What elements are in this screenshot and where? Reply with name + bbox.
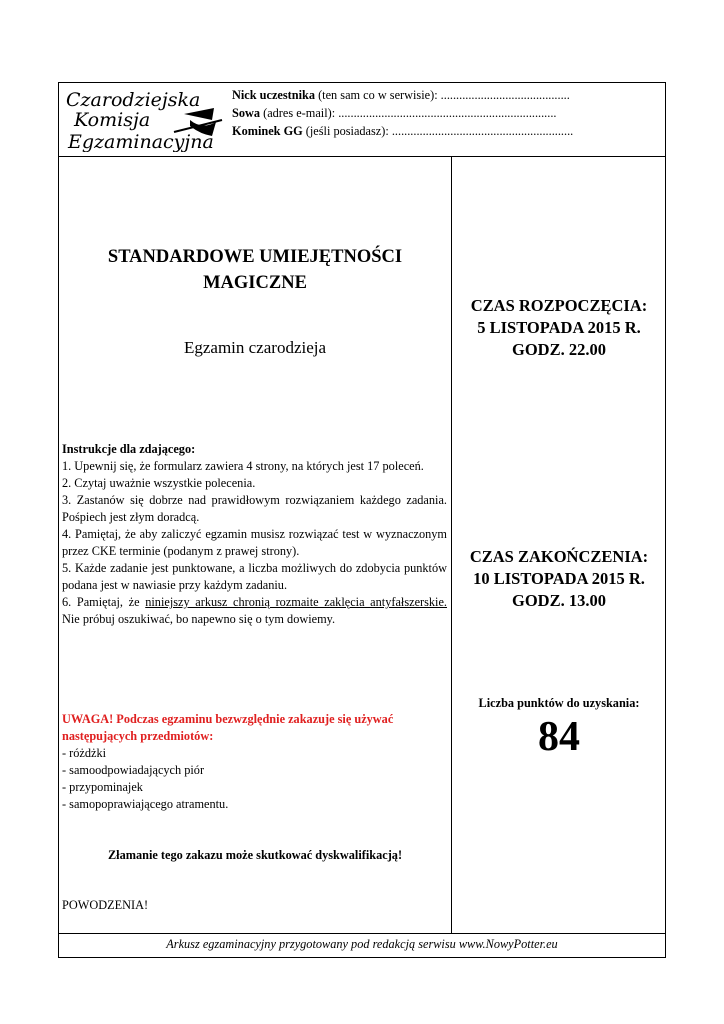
banned-item: - różdżki [62,746,107,760]
exam-title: STANDARDOWE UMIEJĘTNOŚCI MAGICZNE [107,247,403,293]
email-field[interactable]: Sowa (adres e-mail): ....................................................................... [232,106,557,120]
exam-subtitle: Egzamin czarodzieja [183,338,327,357]
instruction-item: 5. Każde zadanie jest punktowane, a liczba możliwych do zdobycia punktów podana jest w nawiasie przy każdym zadaniu. [62,561,447,592]
banned-item: - samoodpowiadających piór [62,763,205,777]
divider [58,933,666,934]
end-time: CZAS ZAKOŃCZENIA: 10 LISTOPADA 2015 R. GODZ. 13.00 [469,547,649,610]
instructions-heading: Instrukcje dla zdającego: [62,442,196,456]
instruction-item: 3. Zastanów się dobrze nad prawidłowym rozwiązaniem każdego zadania. Pośpiech jest złym doradcą. [62,493,447,524]
participant-fields [232,86,652,140]
points-label: Liczba punktów do uzyskania: [478,696,640,710]
gg-field[interactable]: Kominek GG (jeśli posiadasz): ........................................................... [232,124,574,138]
column-divider [451,156,452,933]
divider [58,156,666,157]
warning [62,711,447,813]
instruction-item: 4. Pamiętaj, że aby zaliczyć egzamin musisz rozwiązać test w wyznaczonym przez CKE terminie (podanym z prawej strony). [62,527,447,558]
instruction-item: 6. Pamiętaj, że niniejszy arkusz chronią rozmaite zaklęcia antyfałszerskie. Nie próbuj oszukiwać, bo napewno się o tym dowiemy. [62,595,448,626]
warning-heading: UWAGA! Podczas egzaminu bezwzględnie zakazuje się używać następujących przedmiotów: [62,712,394,743]
ban-notice: Złamanie tego zakazu może skutkować dyskwalifikacją! [107,848,403,862]
instructions [62,441,447,628]
points-value: 84 [538,714,580,760]
logo-line-1: Czarodziejska [66,89,201,111]
nick-field[interactable]: Nick uczestnika (ten sam co w serwisie): .......................................... [232,88,570,102]
logo-line-2: Komisja [74,109,151,131]
logo [64,86,224,152]
footer: Arkusz egzaminacyjny przygotowany pod redakcją serwisu www.NowyPotter.eu [166,937,558,951]
start-time: CZAS ROZPOCZĘCIA: 5 LISTOPADA 2015 R. GODZ. 22.00 [470,296,648,359]
good-luck: POWODZENIA! [62,898,149,912]
logo-line-3: Egzaminacyjna [68,131,214,152]
banned-item: - samopoprawiającego atramentu. [62,797,229,811]
instruction-item: 2. Czytaj uważnie wszystkie polecenia. [62,476,256,490]
instruction-item: 1. Upewnij się, że formularz zawiera 4 strony, na których jest 17 poleceń. [62,459,424,473]
banned-item: - przypominajek [62,780,143,794]
